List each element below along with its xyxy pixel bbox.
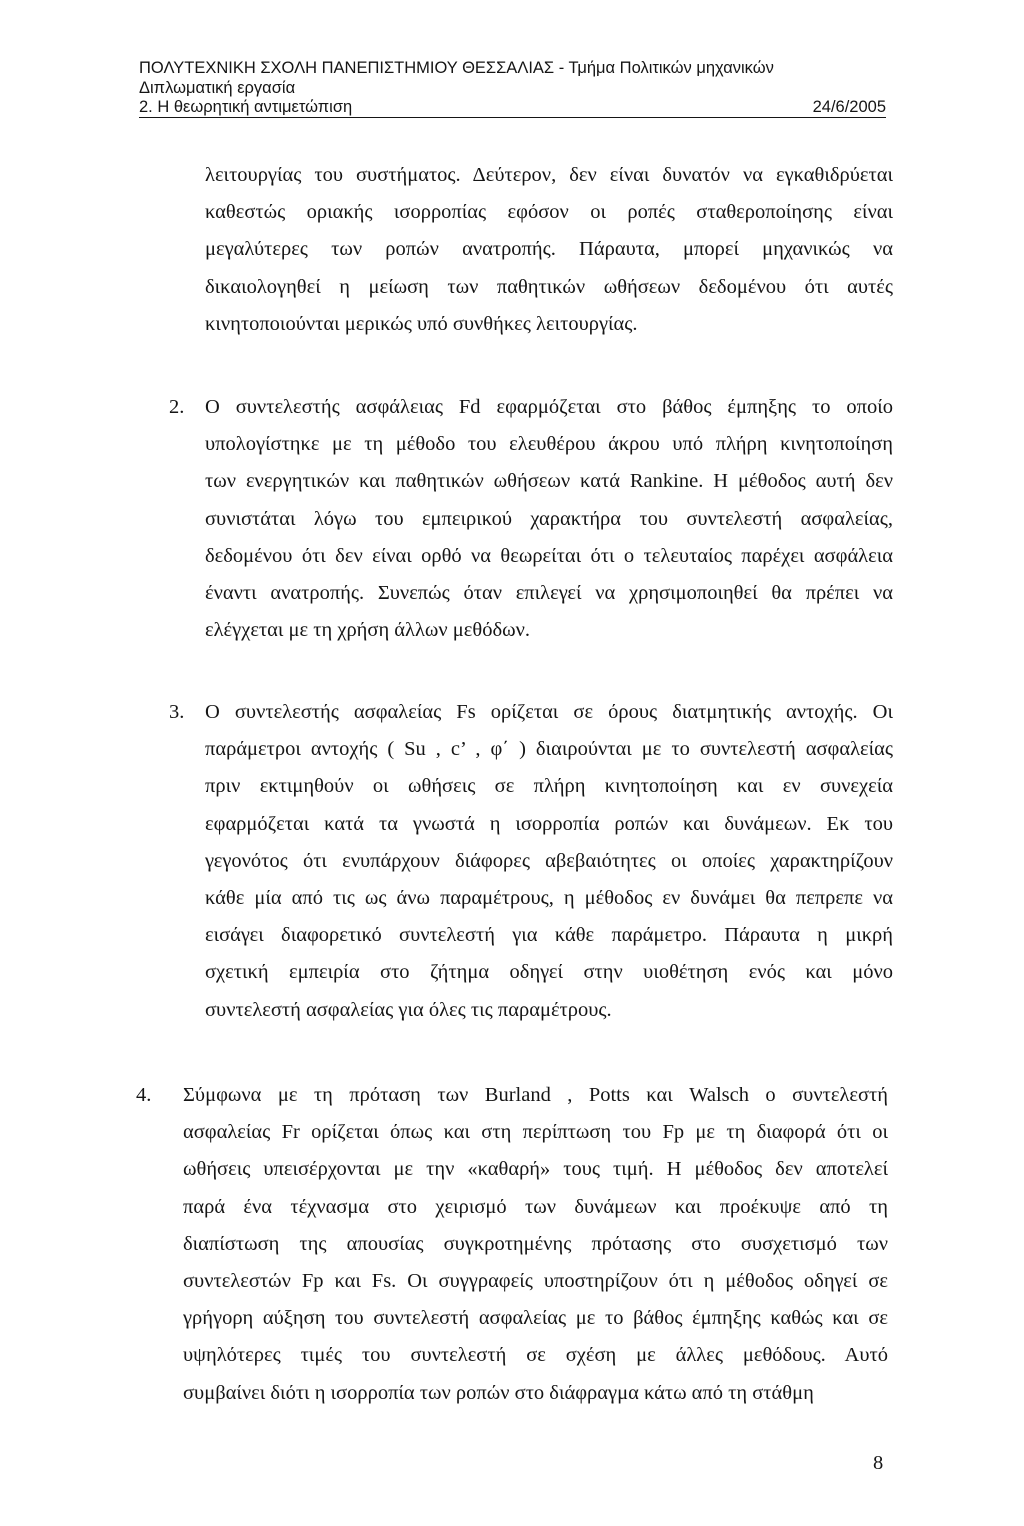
text-line: δικαιολογηθεί η μείωση των παθητικών ωθήσεων δεδομένου ότι αυτές — [205, 275, 893, 298]
text-line: των ενεργητικών και παθητικών ωθήσεων κατά Rankine. Η μέθοδος αυτή δεν — [205, 470, 893, 493]
text-line: ασφαλείας Fr ορίζεται όπως και στη περίπτωση του Fp με τη διαφορά ότι οι — [183, 1121, 888, 1144]
text-line: υπολογίστηκε με τη μέθοδο του ελευθέρου άκρου υπό πλήρη κινητοποίηση — [205, 433, 893, 456]
text-line: συμβαίνει διότι η ισορροπία των ροπών στο διάφραγμα κάτω από τη στάθμη — [183, 1381, 814, 1404]
text-line: γεγονότος ότι ενυπάρχουν διάφορες αβεβαιότητες οι οποίες χαρακτηρίζουν — [205, 849, 893, 872]
text-line: πριν εκτιμηθούν οι ωθήσεις σε πλήρη κινητοποίηση και εν συνεχεία — [205, 775, 893, 798]
text-line: κινητοποιούνται μερικώς υπό συνθήκες λειτουργίας. — [205, 312, 638, 335]
text-line: Ο συντελεστής ασφαλείας Fs ορίζεται σε όρους διατμητικής αντοχής. Οι — [205, 701, 893, 723]
header-chapter: 2. Η θεωρητική αντιμετώπιση — [139, 98, 353, 116]
text-line: συντελεστών Fp και Fs. Οι συγγραφείς υποστηρίζουν ότι η μέθοδος οδηγεί σε — [183, 1269, 888, 1292]
text-line: ελέγχεται με τη χρήση άλλων μεθόδων. — [205, 619, 531, 642]
item-number: 4. — [136, 1084, 152, 1106]
text-line: σχετική εμπειρία στο ζήτημα οδηγεί στην υιοθέτηση ενός και μόνο — [205, 961, 893, 984]
header-work-type: Διπλωματική εργασία — [139, 79, 296, 97]
text-line: εισάγει διαφορετικό συντελεστή για κάθε παράμετρο. Πάραυτα η μικρή — [205, 924, 893, 947]
item-2-paragraph — [205, 389, 893, 649]
text-line: παρά ένα τέχνασμα στο χειρισμό των δυνάμεων και προέκυψε από τη — [183, 1195, 888, 1218]
text-line: συνιστάται λόγω του εμπειρικού χαρακτήρα του συντελεστή ασφαλείας, — [205, 507, 893, 530]
text-line: υψηλότερες τιμές του συντελεστή σε σχέση με άλλες μεθόδους. Αυτό — [183, 1344, 888, 1367]
header-chapter-row — [139, 98, 886, 118]
item-number: 3. — [169, 701, 185, 723]
item-4-paragraph — [183, 1077, 888, 1412]
text-line: παράμετροι αντοχής ( Su , c’ , φ΄ ) διαιρούνται με το συντελεστή ασφαλείας — [205, 738, 893, 761]
header-date: 24/6/2005 — [812, 98, 886, 116]
text-line: γρήγορη αύξηση του συντελεστή ασφαλείας με το βάθος έμπηξης καθώς και σε — [183, 1307, 888, 1330]
text-line: Σύμφωνα με τη πρόταση των Burland , Potts και Walsch ο συντελεστή — [183, 1084, 888, 1106]
header-institution: ΠΟΛΥΤΕΧΝΙΚΗ ΣΧΟΛΗ ΠΑΝΕΠΙΣΤΗΜΙΟΥ ΘΕΣΣΑΛΙΑΣ - Τμήμα Πολιτικών μηχανικών — [139, 59, 774, 77]
text-line: έναντι ανατροπής. Συνεπώς όταν επιλεγεί να χρησιμοποιηθεί θα πρέπει να — [205, 581, 893, 604]
text-line: δεδομένου ότι δεν είναι ορθό να θεωρείται ότι ο τελευταίος παρέχει ασφάλεια — [205, 544, 893, 567]
text-line: μεγαλύτερες των ροπών ανατροπής. Πάραυτα, μπορεί μηχανικώς να — [205, 238, 893, 261]
running-header — [139, 58, 886, 118]
text-line: διαπίστωση της απουσίας συγκροτημένης πρότασης στο συσχετισμό των — [183, 1232, 888, 1255]
intro-paragraph — [205, 157, 893, 343]
text-line: κάθε μία από τις ως άνω παραμέτρους, η μέθοδος εν δυνάμει θα πεπρεπε να — [205, 886, 893, 909]
item-number: 2. — [169, 396, 185, 418]
text-line: συντελεστή ασφαλείας για όλες τις παραμέτρους. — [205, 998, 612, 1021]
item-3-paragraph — [205, 694, 893, 1029]
text-line: Ο συντελεστής ασφάλειας Fd εφαρμόζεται στο βάθος έμπηξης το οποίο — [205, 396, 893, 418]
page-number: 8 — [873, 1452, 884, 1474]
text-line: ωθήσεις υπεισέρχονται με την «καθαρή» τους τιμή. Η μέθοδος δεν αποτελεί — [183, 1158, 888, 1181]
text-line: εφαρμόζεται κατά τα γνωστά η ισορροπία ροπών και δυνάμεων. Εκ του — [205, 812, 893, 835]
text-line: λειτουργίας του συστήματος. Δεύτερον, δεν είναι δυνατόν να εγκαθιδρύεται — [205, 164, 893, 186]
text-line: καθεστώς οριακής ισορροπίας εφόσον οι ροπές σταθεροποίησης είναι — [205, 201, 893, 224]
